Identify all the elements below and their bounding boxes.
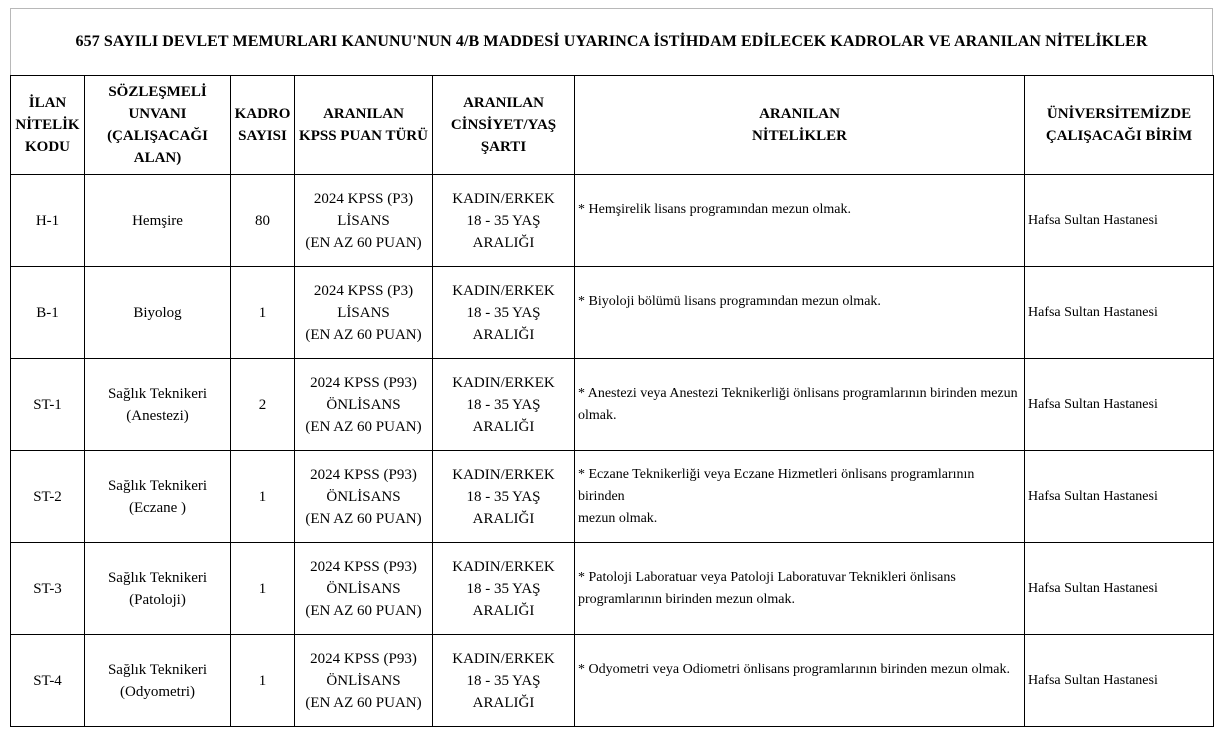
- cell-kadro: 1: [231, 635, 295, 727]
- table-row: [11, 543, 1214, 635]
- cell-kpss: 2024 KPSS (P93) ÖNLİSANS (EN AZ 60 PUAN): [295, 635, 433, 727]
- cell-kpss: 2024 KPSS (P3) LİSANS (EN AZ 60 PUAN): [295, 267, 433, 359]
- cell-birim: Hafsa Sultan Hastanesi: [1025, 451, 1214, 543]
- header-unvan: SÖZLEŞMELİ UNVANI (ÇALIŞACAĞI ALAN): [85, 76, 231, 175]
- table-row: [11, 267, 1214, 359]
- cell-kod: B-1: [11, 267, 85, 359]
- cell-kod: ST-1: [11, 359, 85, 451]
- cell-birim: Hafsa Sultan Hastanesi: [1025, 635, 1214, 727]
- table-row: [11, 451, 1214, 543]
- cell-cinsiyet: KADIN/ERKEK 18 - 35 YAŞ ARALIĞI: [433, 175, 575, 267]
- document-title: 657 SAYILI DEVLET MEMURLARI KANUNU'NUN 4/B MADDESİ UYARINCA İSTİHDAM EDİLECEK KADROLAR VE ARANILAN NİTELİKLER: [10, 8, 1213, 75]
- table-row: [11, 175, 1214, 267]
- cell-nitelik: * Anestezi veya Anestezi Teknikerliği önlisans programlarının birinden mezun olmak.: [575, 359, 1025, 451]
- table-row: [11, 359, 1214, 451]
- cell-cinsiyet: KADIN/ERKEK 18 - 35 YAŞ ARALIĞI: [433, 359, 575, 451]
- cell-kadro: 2: [231, 359, 295, 451]
- cell-cinsiyet: KADIN/ERKEK 18 - 35 YAŞ ARALIĞI: [433, 543, 575, 635]
- cell-birim: Hafsa Sultan Hastanesi: [1025, 267, 1214, 359]
- cell-nitelik: * Biyoloji bölümü lisans programından mezun olmak.: [575, 267, 1025, 359]
- cell-kod: ST-2: [11, 451, 85, 543]
- cell-nitelik: * Hemşirelik lisans programından mezun olmak.: [575, 175, 1025, 267]
- cell-unvan: Hemşire: [85, 175, 231, 267]
- cell-kadro: 1: [231, 267, 295, 359]
- cell-cinsiyet: KADIN/ERKEK 18 - 35 YAŞ ARALIĞI: [433, 635, 575, 727]
- header-row: [11, 76, 1214, 175]
- table-row: [11, 635, 1214, 727]
- document-sheet: [10, 8, 1213, 727]
- header-kod: İLAN NİTELİK KODU: [11, 76, 85, 175]
- cell-kpss: 2024 KPSS (P3) LİSANS (EN AZ 60 PUAN): [295, 175, 433, 267]
- cell-kod: ST-3: [11, 543, 85, 635]
- cell-kadro: 1: [231, 543, 295, 635]
- cell-nitelik: * Odyometri veya Odiometri önlisans programlarının birinden mezun olmak.: [575, 635, 1025, 727]
- cell-cinsiyet: KADIN/ERKEK 18 - 35 YAŞ ARALIĞI: [433, 267, 575, 359]
- cell-nitelik: * Patoloji Laboratuar veya Patoloji Laboratuvar Teknikleri önlisans programlarının birinden mezun olmak.: [575, 543, 1025, 635]
- cell-birim: Hafsa Sultan Hastanesi: [1025, 543, 1214, 635]
- cell-kpss: 2024 KPSS (P93) ÖNLİSANS (EN AZ 60 PUAN): [295, 543, 433, 635]
- cell-kpss: 2024 KPSS (P93) ÖNLİSANS (EN AZ 60 PUAN): [295, 451, 433, 543]
- cell-unvan: Sağlık Teknikeri (Odyometri): [85, 635, 231, 727]
- cell-kadro: 80: [231, 175, 295, 267]
- cell-unvan: Sağlık Teknikeri (Patoloji): [85, 543, 231, 635]
- cell-unvan: Sağlık Teknikeri (Eczane ): [85, 451, 231, 543]
- cell-birim: Hafsa Sultan Hastanesi: [1025, 175, 1214, 267]
- header-birim: ÜNİVERSİTEMİZDE ÇALIŞACAĞI BİRİM: [1025, 76, 1214, 175]
- cell-cinsiyet: KADIN/ERKEK 18 - 35 YAŞ ARALIĞI: [433, 451, 575, 543]
- cell-kpss: 2024 KPSS (P93) ÖNLİSANS (EN AZ 60 PUAN): [295, 359, 433, 451]
- cell-unvan: Sağlık Teknikeri (Anestezi): [85, 359, 231, 451]
- cell-nitelik: * Eczane Teknikerliği veya Eczane Hizmetleri önlisans programlarının birinden mezun olmak.: [575, 451, 1025, 543]
- positions-table: [10, 75, 1214, 727]
- header-nitelik: ARANILAN NİTELİKLER: [575, 76, 1025, 175]
- cell-unvan: Biyolog: [85, 267, 231, 359]
- header-kpss: ARANILAN KPSS PUAN TÜRÜ: [295, 76, 433, 175]
- cell-kod: H-1: [11, 175, 85, 267]
- cell-kadro: 1: [231, 451, 295, 543]
- header-cinsiyet: ARANILAN CİNSİYET/YAŞ ŞARTI: [433, 76, 575, 175]
- header-kadro: KADRO SAYISI: [231, 76, 295, 175]
- cell-kod: ST-4: [11, 635, 85, 727]
- cell-birim: Hafsa Sultan Hastanesi: [1025, 359, 1214, 451]
